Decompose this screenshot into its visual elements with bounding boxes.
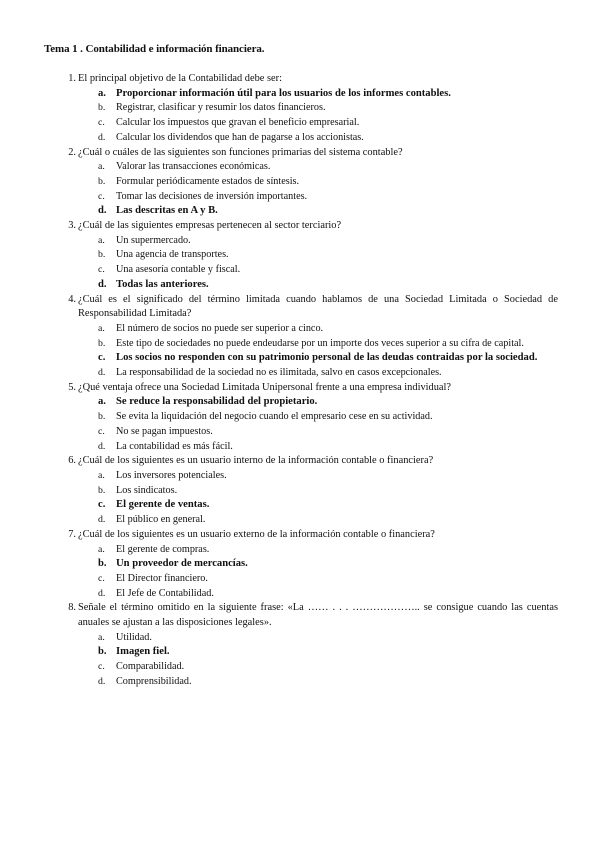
option-letter: c. bbox=[98, 425, 105, 437]
question-item bbox=[44, 293, 558, 381]
option-text: Los socios no responden con su patrimonio personal de las deudas contraidas por la sociedad. bbox=[116, 352, 538, 364]
option-letter: c. bbox=[98, 572, 105, 584]
question-item bbox=[44, 454, 558, 528]
answer-option bbox=[44, 572, 558, 587]
option-text: La contabilidad es más fácil. bbox=[116, 440, 233, 452]
answer-option bbox=[44, 660, 558, 675]
option-letter: a. bbox=[98, 234, 105, 246]
answer-option-correct bbox=[44, 395, 558, 410]
option-text: El gerente de ventas. bbox=[116, 499, 210, 511]
option-letter: a. bbox=[98, 543, 105, 555]
option-letter: b. bbox=[98, 337, 106, 349]
option-letter: b. bbox=[98, 102, 106, 114]
option-text: El Director financiero. bbox=[116, 572, 208, 584]
option-letter: b. bbox=[98, 646, 107, 658]
question-number: 4. bbox=[68, 293, 76, 305]
answer-option bbox=[44, 131, 558, 146]
option-letter: d. bbox=[98, 278, 107, 290]
answer-option-correct bbox=[44, 278, 558, 293]
option-text: Registrar, clasificar y resumir los datos financieros. bbox=[116, 102, 326, 114]
option-text: Un supermercado. bbox=[116, 234, 191, 246]
question-text: ¿Cuál de los siguientes es un usuario externo de la información contable o financiera? bbox=[78, 528, 435, 540]
question-item bbox=[44, 528, 558, 602]
question-number: 1. bbox=[68, 73, 76, 84]
option-text: Proporcionar información útil para los usuarios de los informes contables. bbox=[116, 87, 451, 99]
option-letter: b. bbox=[98, 411, 106, 423]
answer-option bbox=[44, 440, 558, 455]
question-number: 5. bbox=[68, 381, 76, 393]
question-text: ¿Cuál de las siguientes empresas pertenecen al sector terciario? bbox=[78, 220, 342, 232]
question-number: 3. bbox=[68, 220, 76, 232]
answer-option bbox=[44, 366, 558, 381]
answer-option bbox=[44, 337, 558, 352]
option-letter: d. bbox=[98, 675, 106, 687]
option-text: Se evita la liquidación del negocio cuando el empresario cese en su actividad. bbox=[116, 411, 433, 423]
option-text: Comprensibilidad. bbox=[116, 675, 192, 687]
option-letter: a. bbox=[98, 161, 105, 173]
question-item bbox=[44, 146, 558, 220]
option-letter: d. bbox=[98, 514, 106, 526]
option-letter: a. bbox=[98, 87, 106, 99]
option-text: Este tipo de sociedades no puede endeudarse por un importe dos veces superior a su cifra de capital. bbox=[116, 337, 524, 349]
question-item bbox=[44, 72, 558, 146]
question-text: Señale el término omitido en la siguiente frase: «La …… . . . ……………….. se consigue cuando las cuentas anuales se ajustan a las disposiciones legales». bbox=[78, 602, 558, 629]
question-text: El principal objetivo de la Contabilidad debe ser: bbox=[78, 73, 283, 84]
answer-option-correct bbox=[44, 351, 558, 366]
answer-option-correct bbox=[44, 204, 558, 219]
answer-option bbox=[44, 410, 558, 425]
option-letter: a. bbox=[98, 322, 105, 334]
option-letter: d. bbox=[98, 205, 107, 217]
answer-option-correct bbox=[44, 498, 558, 513]
answer-option bbox=[44, 190, 558, 205]
option-text: El número de socios no puede ser superior a cinco. bbox=[116, 322, 324, 334]
answer-option bbox=[44, 469, 558, 484]
option-letter: b. bbox=[98, 175, 106, 187]
question-number: 6. bbox=[68, 455, 76, 467]
option-letter: a. bbox=[98, 396, 106, 408]
option-text: Se reduce la responsabilidad del propietario. bbox=[116, 396, 318, 408]
option-letter: b. bbox=[98, 558, 107, 570]
answer-option bbox=[44, 543, 558, 558]
option-letter: c. bbox=[98, 264, 105, 276]
answer-option bbox=[44, 175, 558, 190]
answer-option bbox=[44, 631, 558, 646]
question-number: 2. bbox=[68, 146, 76, 158]
option-text: Tomar las decisiones de inversión importantes. bbox=[116, 190, 308, 202]
option-letter: a. bbox=[98, 469, 105, 481]
option-text: Formular periódicamente estados de síntesis. bbox=[116, 175, 300, 187]
question-text: ¿Cuál o cuáles de las siguientes son funciones primarias del sistema contable? bbox=[78, 146, 403, 158]
option-text: Los inversores potenciales. bbox=[116, 469, 227, 481]
question-item bbox=[44, 219, 558, 293]
answer-option bbox=[44, 248, 558, 263]
answer-option bbox=[44, 675, 558, 690]
option-letter: a. bbox=[98, 631, 105, 643]
question-item bbox=[44, 381, 558, 455]
answer-option bbox=[44, 116, 558, 131]
answer-option bbox=[44, 322, 558, 337]
answer-option bbox=[44, 263, 558, 278]
answer-option bbox=[44, 484, 558, 499]
option-text: Una asesoría contable y fiscal. bbox=[116, 264, 241, 276]
answer-option bbox=[44, 587, 558, 602]
option-text: El Jefe de Contabilidad. bbox=[116, 587, 214, 599]
option-text: Una agencia de transportes. bbox=[116, 249, 229, 261]
question-number: 7. bbox=[68, 528, 76, 540]
answer-option bbox=[44, 513, 558, 528]
option-text: Comparabilidad. bbox=[116, 661, 185, 673]
option-text: Imagen fiel. bbox=[116, 646, 170, 658]
option-letter: c. bbox=[98, 352, 106, 364]
option-text: Un proveedor de mercancías. bbox=[116, 558, 248, 570]
option-letter: d. bbox=[98, 131, 106, 143]
question-text: ¿Cuál es el significado del término limitada cuando hablamos de una Sociedad Limitada o Sociedad de Responsabilidad Limitada? bbox=[78, 293, 558, 320]
option-text: La responsabilidad de la sociedad no es ilimitada, salvo en casos excepcionales. bbox=[116, 367, 442, 379]
answer-option bbox=[44, 101, 558, 116]
option-text: Valorar las transacciones económicas. bbox=[116, 161, 271, 173]
option-text: Calcular los dividendos que han de pagarse a los accionistas. bbox=[116, 131, 364, 143]
option-text: Utilidad. bbox=[116, 631, 152, 643]
option-text: Todas las anteriores. bbox=[116, 278, 209, 290]
question-list bbox=[44, 72, 558, 690]
question-text: ¿Qué ventaja ofrece una Sociedad Limitada Unipersonal frente a una empresa individual? bbox=[78, 381, 452, 393]
option-letter: d. bbox=[98, 587, 106, 599]
option-letter: b. bbox=[98, 484, 106, 496]
option-letter: c. bbox=[98, 661, 105, 673]
option-letter: d. bbox=[98, 440, 106, 452]
answer-option-correct bbox=[44, 87, 558, 102]
option-text: Las descritas en A y B. bbox=[116, 205, 218, 217]
option-text: No se pagan impuestos. bbox=[116, 425, 213, 437]
question-text: ¿Cuál de los siguientes es un usuario interno de la información contable o financiera? bbox=[78, 455, 434, 467]
answer-option bbox=[44, 160, 558, 175]
option-letter: b. bbox=[98, 249, 106, 261]
option-letter: c. bbox=[98, 190, 105, 202]
question-number: 8. bbox=[68, 602, 76, 614]
question-item bbox=[44, 601, 558, 689]
option-text: El público en general. bbox=[116, 514, 206, 526]
option-text: Los sindicatos. bbox=[116, 484, 178, 496]
option-letter: d. bbox=[98, 367, 106, 379]
option-letter: c. bbox=[98, 117, 105, 129]
option-text: El gerente de compras. bbox=[116, 543, 210, 555]
answer-option bbox=[44, 425, 558, 440]
answer-option-correct bbox=[44, 645, 558, 660]
answer-option-correct bbox=[44, 557, 558, 572]
option-text: Calcular los impuestos que gravan el beneficio empresarial. bbox=[116, 117, 360, 129]
option-letter: c. bbox=[98, 499, 106, 511]
page-title: Tema 1 . Contabilidad e información financiera. bbox=[44, 43, 265, 55]
answer-option bbox=[44, 234, 558, 249]
